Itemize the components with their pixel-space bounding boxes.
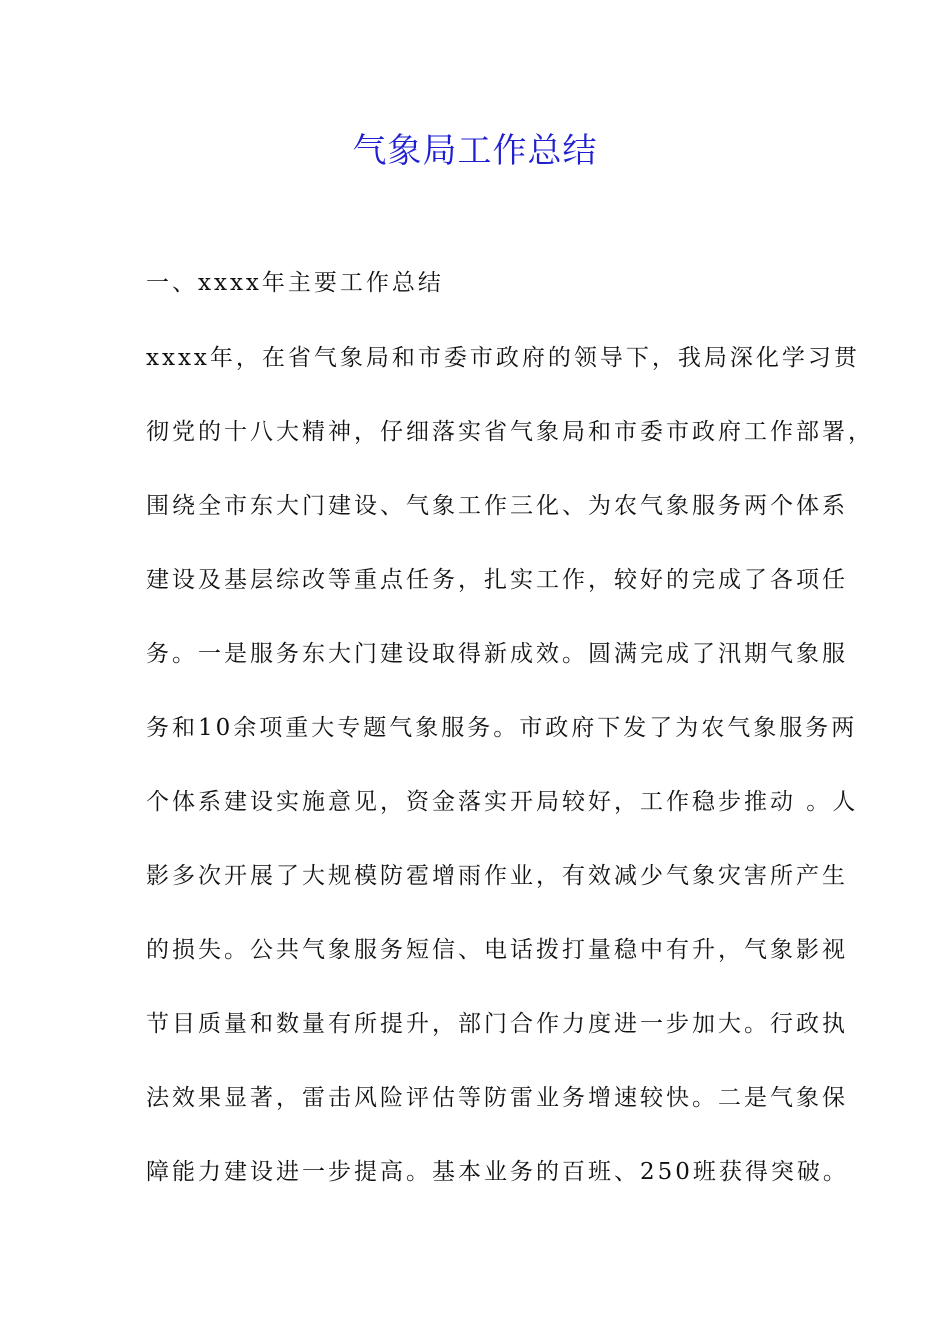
body-line-1: xxxx年，在省气象局和市委市政府的领导下，我局深化学习贯 [146,345,860,371]
body-line-9: 的损失。公共气象服务短信、电话拨打量稳中有升，气象影视 [146,937,848,963]
body-line-11: 法效果显著，雷击风险评估等防雷业务增速较快。二是气象保 [146,1085,848,1111]
body-line-10: 节目质量和数量有所提升，部门合作力度进一步加大。行政执 [146,1011,848,1037]
section-heading: 一、xxxx年主要工作总结 [146,270,444,296]
body-line-12: 障能力建设进一步提高。基本业务的百班、250班获得突破。 [146,1159,849,1185]
body-line-5: 务。一是服务东大门建设取得新成效。圆满完成了汛期气象服 [146,641,848,667]
body-line-2: 彻党的十八大精神，仔细落实省气象局和市委市政府工作部署， [146,419,874,445]
document-title: 气象局工作总结 [352,131,598,171]
body-line-6: 务和10余项重大专题气象服务。市政府下发了为农气象服务两 [146,715,858,741]
body-line-8: 影多次开展了大规模防雹增雨作业，有效减少气象灾害所产生 [146,863,848,889]
body-line-3: 围绕全市东大门建设、气象工作三化、为农气象服务两个体系 [146,493,848,519]
body-line-7: 个体系建设实施意见，资金落实开局较好，工作稳步推动 。人 [146,789,859,815]
body-line-4: 建设及基层综改等重点任务，扎实工作，较好的完成了各项任 [146,567,848,593]
